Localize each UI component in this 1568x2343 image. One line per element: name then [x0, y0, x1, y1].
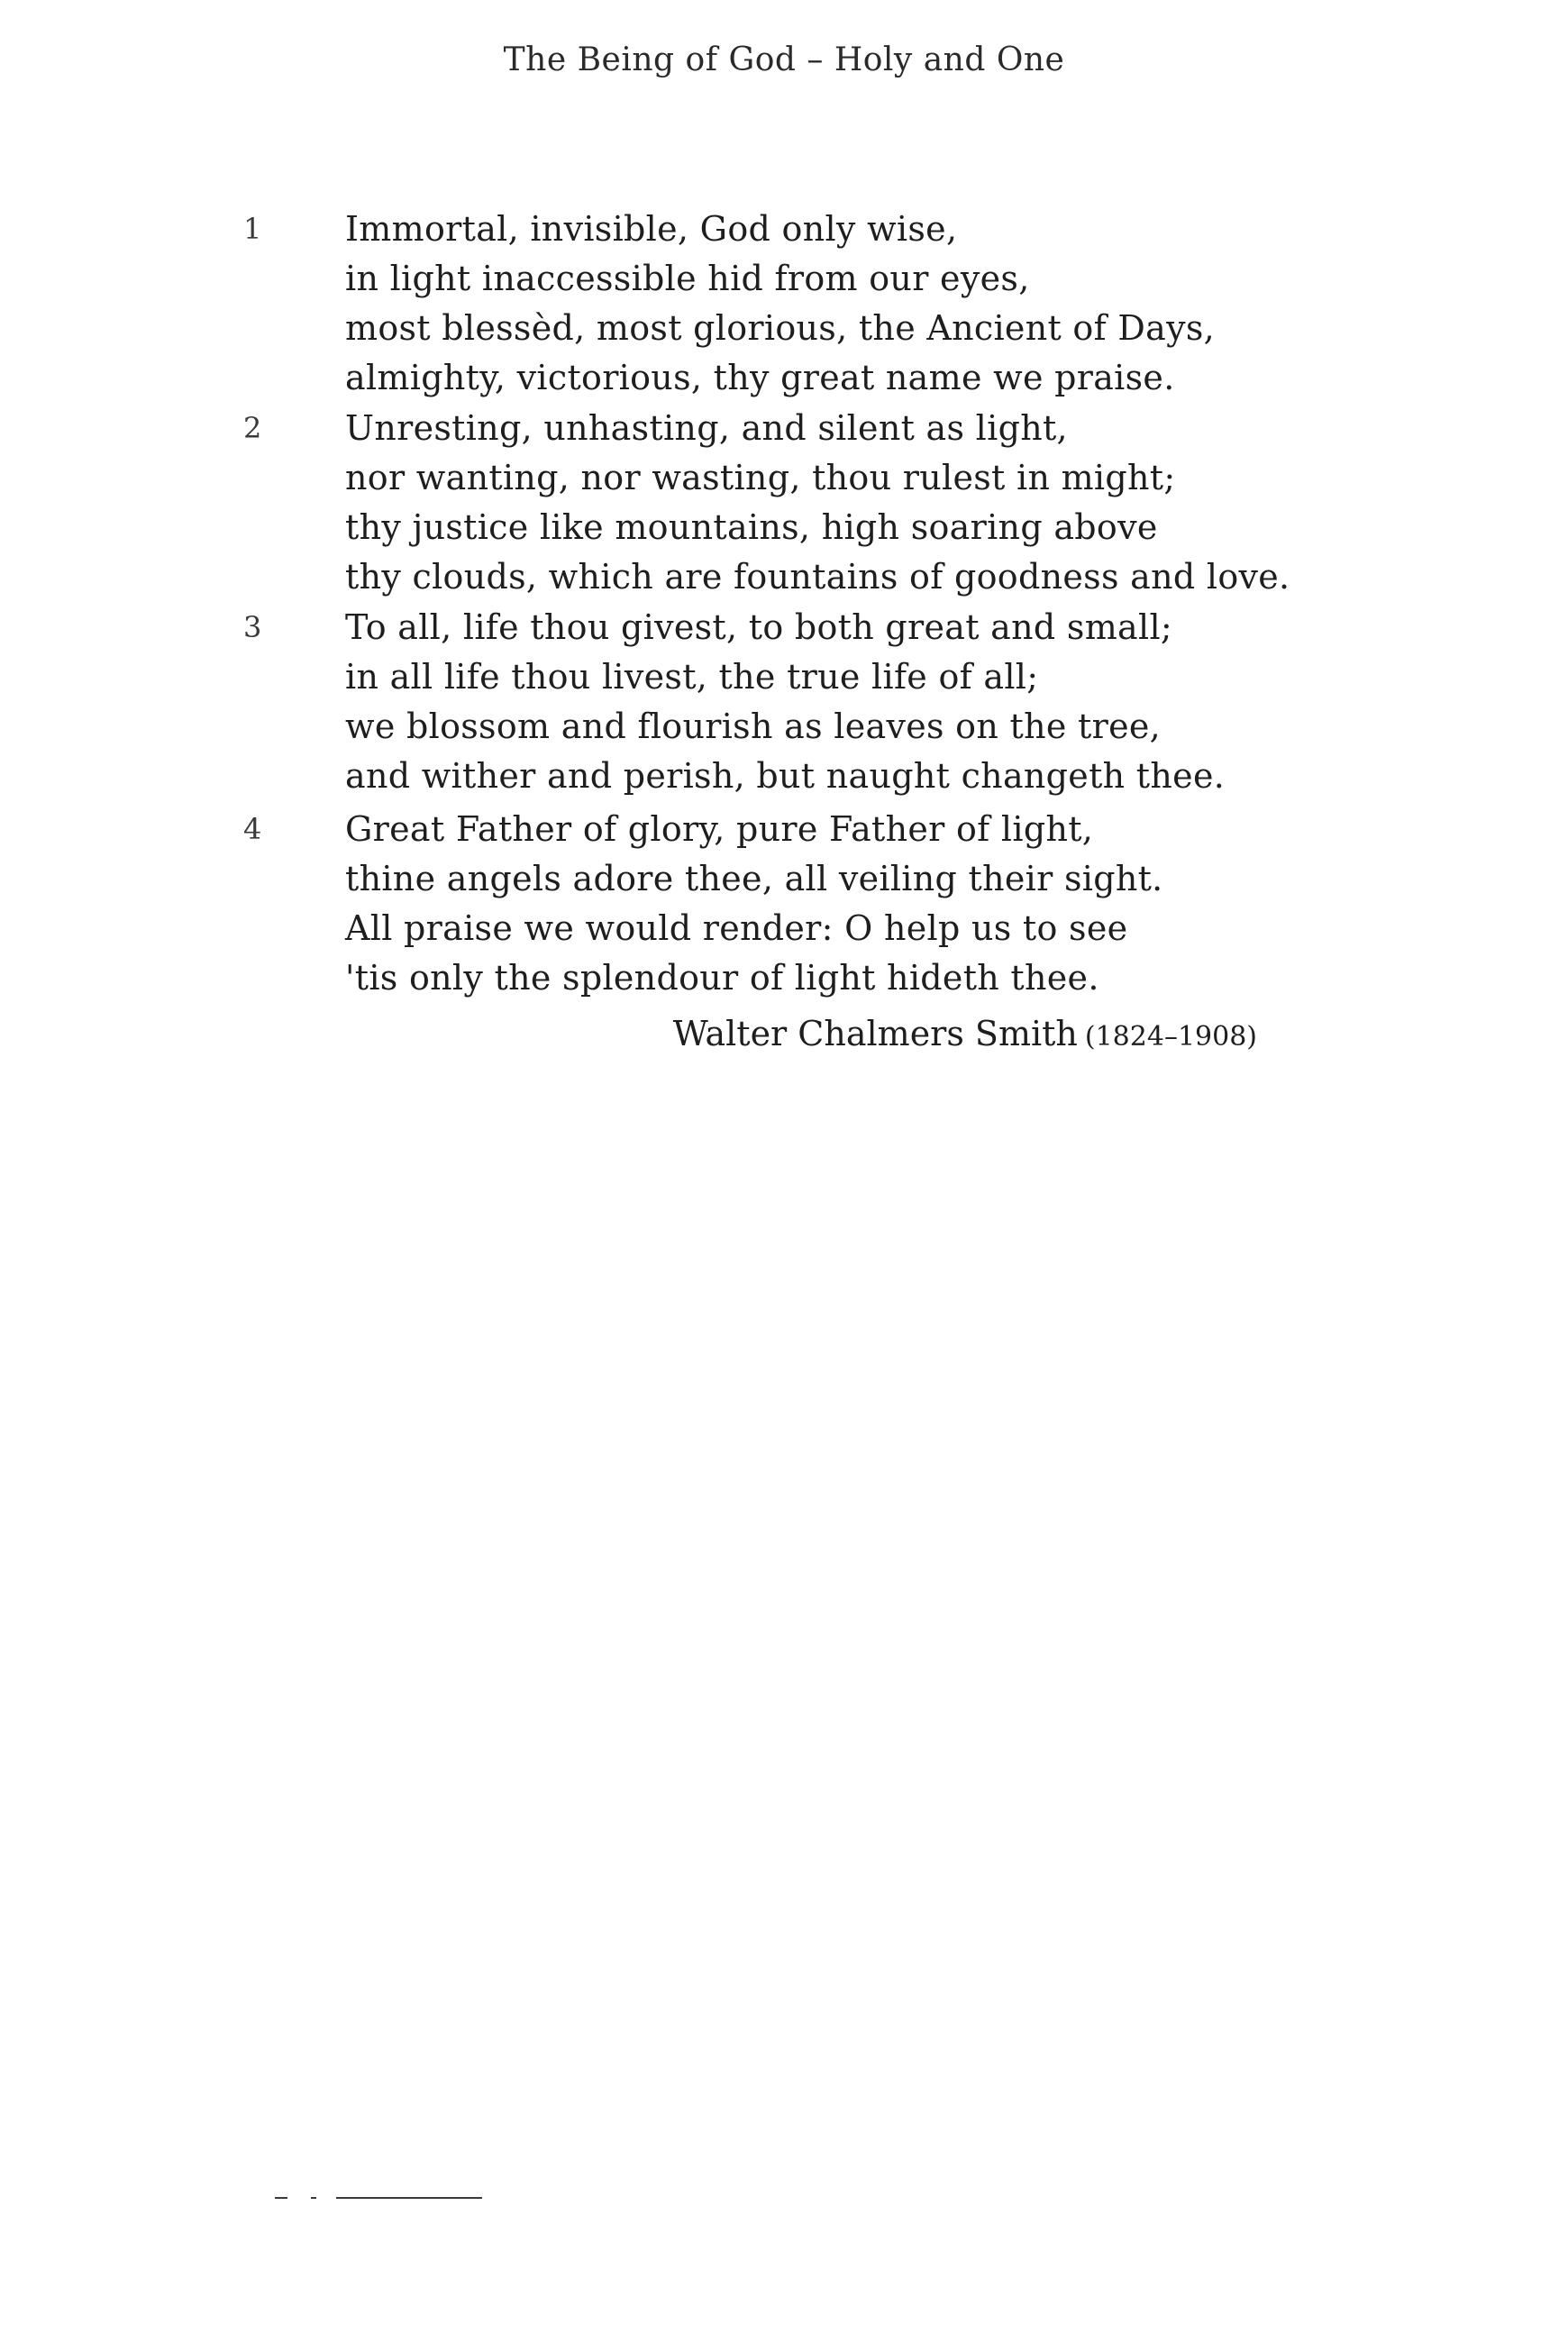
- verse-line: 'tis only the splendour of light hideth thee.: [345, 958, 1099, 998]
- verse-line: thine angels adore thee, all veiling their sight.: [345, 859, 1163, 898]
- verse-line: To all, life thou givest, to both great and small;: [345, 607, 1173, 647]
- verse-number: 3: [243, 610, 262, 644]
- verse-line: almighty, victorious, thy great name we praise.: [345, 358, 1175, 397]
- verse-lines: [345, 205, 1517, 403]
- verse-line: Unresting, unhasting, and silent as light,: [345, 408, 1068, 448]
- verse-line: All praise we would render: O help us to see: [345, 908, 1128, 948]
- verse-line: thy clouds, which are fountains of goodness and love.: [345, 557, 1290, 597]
- verse-number: 1: [243, 212, 262, 246]
- verse-line: Great Father of glory, pure Father of light,: [345, 809, 1094, 849]
- footer-rule: [275, 2197, 482, 2200]
- verse-line: nor wanting, nor wasting, thou rulest in might;: [345, 458, 1176, 497]
- verse-line: thy justice like mountains, high soaring above: [345, 507, 1158, 547]
- verse-lines: [345, 404, 1517, 602]
- verse-line: we blossom and flourish as leaves on the tree,: [345, 707, 1162, 746]
- verse-line: in all life thou livest, the true life of all;: [345, 657, 1039, 697]
- verse-line: most blessèd, most glorious, the Ancient of Days,: [345, 308, 1216, 348]
- running-title: The Being of God – Holy and One: [503, 41, 1065, 78]
- verse-lines: [345, 805, 1517, 1003]
- verse-line: and wither and perish, but naught changeth thee.: [345, 756, 1226, 796]
- verse-line: Immortal, invisible, God only wise,: [345, 209, 958, 249]
- verse-lines: [345, 603, 1517, 801]
- author-name: Walter Chalmers Smith: [672, 1014, 1078, 1053]
- verse-line: in light inaccessible hid from our eyes,: [345, 259, 1030, 298]
- verse-number: 4: [243, 812, 262, 846]
- author-dates: (1824–1908): [1084, 1021, 1257, 1053]
- attribution: [673, 1009, 1257, 1062]
- verse-number: 2: [243, 411, 262, 445]
